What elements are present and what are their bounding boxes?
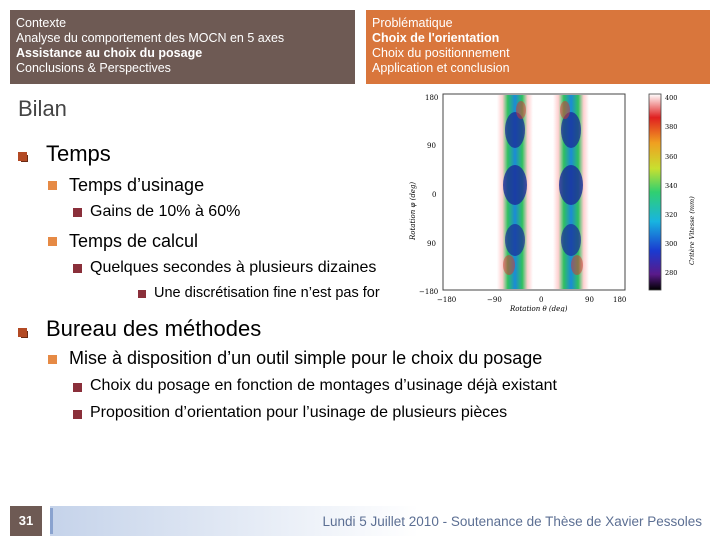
y-axis-label: Rotation φ (deg): [409, 181, 417, 240]
bullet-marker-l2: [48, 237, 57, 246]
colorbar: [649, 94, 661, 290]
footer-accent-line: [50, 508, 53, 534]
bullet-marker-l3: [73, 208, 82, 217]
bullet-temps-usinage: Temps d’usinage: [69, 175, 205, 195]
xtick-label: 180: [613, 296, 627, 304]
header-left-line: Analyse du comportement des MOCN en 5 axes: [16, 31, 285, 45]
header-right-line: Application et conclusion: [372, 61, 510, 75]
ytick-label: 90: [427, 142, 436, 150]
footer-text: Lundi 5 Juillet 2010 - Soutenance de Thèse de Xavier Pessoles: [322, 514, 702, 529]
cbar-label: Critère Vitesse (mm): [688, 196, 696, 265]
header-left-line-active: Assistance au choix du posage: [16, 46, 203, 60]
xtick-label: −180: [437, 296, 457, 304]
header-left-line: Contexte: [16, 16, 67, 30]
cbar-tick-label: 400: [665, 94, 678, 102]
cbar-tick-label: 380: [665, 123, 678, 131]
data-band-right: [553, 95, 589, 289]
bullet-marker-l3: [73, 410, 82, 419]
ytick-label: −180: [419, 288, 439, 296]
bullet-marker-l3: [73, 383, 82, 392]
bullet-discretisation: Une discrétisation fine n’est pas for: [154, 285, 380, 301]
bullet-marker-l4: [138, 290, 146, 298]
bullet-marker-l3: [73, 264, 82, 273]
heatmap-svg: [405, 90, 698, 312]
cbar-tick-label: 360: [665, 153, 678, 161]
header-left-line: Conclusions & Perspectives: [16, 61, 171, 75]
bullet-marker-l1: [18, 152, 27, 161]
cbar-tick-label: 280: [665, 269, 678, 277]
header-right-line: Choix du positionnement: [372, 46, 510, 60]
cbar-tick-label: 320: [665, 211, 678, 219]
bullet-quelques: Quelques secondes à plusieurs dizaines: [90, 259, 377, 276]
bullet-gains: Gains de 10% à 60%: [90, 203, 241, 220]
cbar-tick-label: 300: [665, 240, 678, 248]
header-right-panel: [366, 10, 710, 84]
header-right-line: Problématique: [372, 16, 453, 30]
heatmap-figure: [405, 90, 698, 312]
bullet-proposition: Proposition d’orientation pour l’usinage de plusieurs pièces: [90, 404, 508, 421]
slide-title: Bilan: [18, 96, 67, 121]
header-left-panel: [10, 10, 355, 84]
bullet-marker-l2: [48, 181, 57, 190]
xtick-label: 90: [585, 296, 594, 304]
xtick-label: 0: [539, 296, 544, 304]
data-band-left: [497, 95, 533, 289]
xtick-label: −90: [487, 296, 502, 304]
ytick-label: 180: [425, 94, 439, 102]
x-axis-label: Rotation θ (deg): [510, 305, 568, 312]
bullet-choix: Choix du posage en fonction de montages d’usinage déjà existant: [90, 377, 557, 394]
cbar-tick-label: 340: [665, 182, 678, 190]
bullet-mise: Mise à disposition d’un outil simple pour le choix du posage: [69, 348, 543, 368]
bullet-marker-l1: [18, 328, 27, 337]
bullet-temps: Temps: [46, 141, 111, 166]
plot-frame: [443, 94, 625, 290]
bullet-bureau: Bureau des méthodes: [46, 316, 262, 341]
page-number: 31: [10, 506, 42, 536]
header-right-line-active: Choix de l'orientation: [372, 31, 500, 45]
ytick-label: 0: [432, 191, 437, 199]
ytick-label: 90: [427, 240, 436, 248]
bullet-marker-l2: [48, 355, 57, 364]
bullet-temps-calcul: Temps de calcul: [69, 231, 199, 251]
